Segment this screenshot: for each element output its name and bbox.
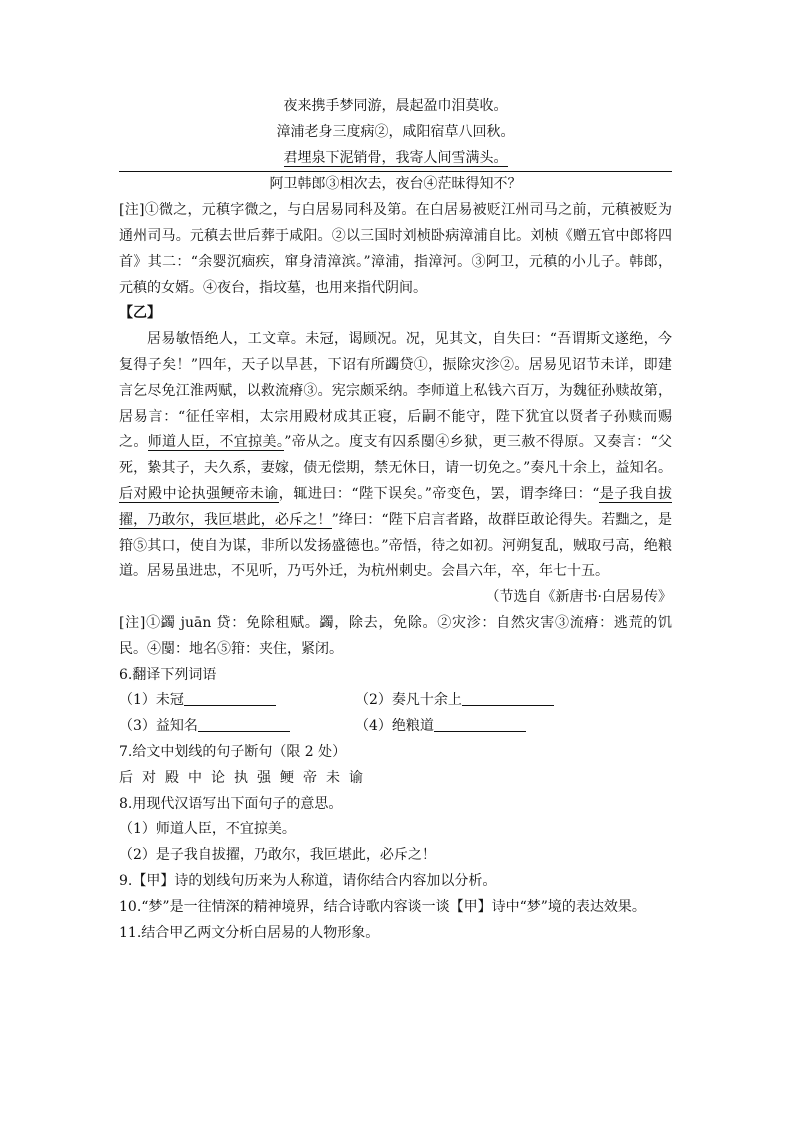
q6-item-1-label: （1）未冠 [119, 692, 184, 709]
section-b-label: 【乙】 [119, 305, 161, 322]
passage-part-4: ”绛曰：“陛下启言者路，故群臣敢论得失。若黜之，是箝⑤其口，使自为谋，非所以发扬盛德也。”帝悟，待之如初。河朔复乱，贼取弓高，绝粮道。居易虽进忠，不见听，乃丐外迁，为杭州刺史。会昌六年，卒，年七十五。 [119, 511, 672, 580]
q8-item-1: （1）师道人臣，不宜掠美。 [119, 821, 296, 838]
passage-note: [注]①蠲 juān 贷：免除租赋。蠲，除去，免除。②灾沴：自然灾害③流瘠：逃荒的饥民。④閺：地名⑤箝：夹住，紧闭。 [119, 614, 672, 657]
passage [119, 327, 672, 585]
poem-line-3-text: 君埋泉下泥销骨，我寄人间雪满头。 [283, 149, 508, 166]
q8-item-2: （2）是子我自拔擢，乃敢尔，我叵堪此，必斥之！ [119, 847, 436, 864]
passage-source: （节选自《新唐书·白居易传》 [485, 589, 672, 606]
q9: 9.【甲】诗的划线句历来为人称道，请你结合内容加以分析。 [119, 872, 497, 889]
answer-blank [434, 717, 526, 732]
q11: 11.结合甲乙两文分析白居易的人物形象。 [119, 924, 380, 941]
passage-part-3: ，辄进曰：“陛下误矣。”帝变色，罢，谓李绛曰：“ [278, 485, 600, 502]
answer-blank [198, 717, 290, 732]
q6-item-3-label: （3）益知名 [119, 718, 198, 735]
poem-note: [注]①微之，元稹字微之，与白居易同科及第。在白居易被贬江州司马之前，元稹被贬为通州司马。元稹去世后葬于咸阳。②以三国时刘桢卧病漳浦自比。刘桢《赠五官中郎将四首》其二：“余婴沉痼疾，窜身清漳滨。”漳浦，指漳河。③阿卫，元稹的小儿子。韩郎，元稹的女婿。④夜台，指坟墓，也用来指代阴间。 [119, 202, 672, 296]
q6-title: 6.翻译下列词语 [119, 666, 217, 683]
q6-row-1 [119, 688, 672, 714]
passage-part-1: 居易敏悟绝人，工文章。未冠，谒顾况。况，见其文，自失曰：“吾谓斯文遂绝，今复得子矣！”四年，天子以旱甚，下诏有所蠲贷①，振除灾沴②。居易见诏节未详，即建言乞尽免江淮两赋，以救流瘠③。宪宗颇采纳。李师道上私钱六百万，为魏征孙赎故第，居易言：“征任宰相，太宗用殿材成其正寝，后嗣不能守，陛下犹宜以贤者子孙赎而赐之。 [119, 331, 672, 451]
underlined-sentence-1: 师道人臣，不宜掠美。 [147, 434, 285, 451]
q10: 10.“梦”是一往情深的精神境界，结合诗歌内容谈一谈【甲】诗中“梦”境的表达效果。 [119, 898, 646, 915]
q8-title: 8.用现代汉语写出下面句子的意思。 [119, 795, 343, 812]
poem-line-4: 阿卫韩郎③相次去，夜台④茫昧得知不？ [269, 176, 522, 193]
document-content [119, 94, 672, 946]
poem-line-3-underlined [119, 146, 672, 173]
answer-blank [184, 691, 276, 706]
q6-item-4 [355, 714, 526, 740]
underlined-sentence-2: 后对殿中论执强鲠帝未谕 [119, 485, 279, 502]
q6-item-3 [119, 714, 355, 740]
q6-item-1 [119, 688, 355, 714]
answer-blank [462, 691, 554, 706]
passage-part-2: ”帝从之。度支有囚系閺④乡狱，更三赦不得原。又奏言：“父死，絷其子，夫久系，妻嫁，债无偿期，禁无休日，请一切免之。”奏凡十余上，益知名。 [119, 434, 672, 477]
q6-row-2 [119, 714, 672, 740]
underlined-sentence-3: 是子我自拔擢，乃敢尔，我叵堪此，必斥之！ [119, 485, 673, 528]
q6-item-2-label: （2）奏凡十余上 [355, 692, 462, 709]
poem [119, 94, 672, 198]
q7-sentence: 后对殿中论执强鲠帝未谕 [119, 769, 372, 786]
q7-title: 7.给文中划线的句子断句（限 2 处） [119, 743, 347, 760]
poem-line-2: 漳浦老身三度病②，咸阳宿草八回秋。 [276, 123, 515, 140]
q6-item-4-label: （4）绝粮道 [355, 718, 434, 735]
poem-line-1: 夜来携手梦同游，晨起盈巾泪莫收。 [283, 98, 508, 114]
q6-item-2 [355, 688, 554, 714]
